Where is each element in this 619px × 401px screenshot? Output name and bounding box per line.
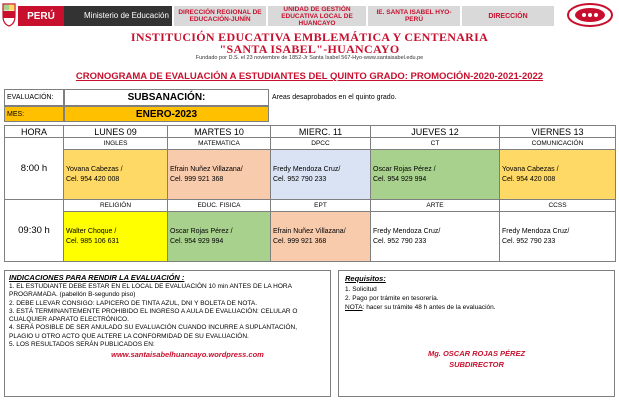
peru-label: PERÚ — [18, 6, 64, 26]
teacher-cell — [371, 150, 500, 200]
indications-box — [4, 270, 331, 397]
header-strip — [0, 0, 619, 30]
indication-item: 2. DEBE LLEVAR CONSIGO: LAPICERO DE TINTA AZUL, DNI Y BOLETA DE NOTA. — [9, 299, 258, 307]
subsanacion-label: SUBSANACIÓN: — [64, 89, 269, 106]
teacher-phone: Cel. 999 921 368 — [170, 175, 224, 183]
results-link[interactable]: www.santaisabelhuancayo.wordpress.com — [111, 350, 264, 360]
subject-cell: MATEMATICA — [168, 138, 271, 150]
column-header: MIERC. 11 — [271, 126, 371, 138]
indications-title: INDICACIONES PARA RENDIR LA EVALUACIÓN : — [9, 273, 185, 282]
school-emblem-icon — [566, 2, 614, 28]
institution-name: INSTITUCIÓN EDUCATIVA EMBLEMÁTICA Y CENTENARIA — [130, 30, 489, 44]
subject-cell: EDUC. FISICA — [168, 200, 271, 212]
requirement-note — [345, 303, 608, 312]
schedule-table — [4, 125, 616, 262]
teacher-phone: Cel. 952 790 233 — [502, 237, 556, 245]
teacher-phone: Cel. 954 420 008 — [502, 175, 556, 183]
month-row — [4, 106, 615, 122]
teacher-name: Oscar Rojas Pérez / — [170, 227, 233, 235]
direccion-regional-label: DIRECCIÓN REGIONAL DE EDUCACIÓN-JUNÍN — [174, 6, 266, 26]
indication-item: CUALQUIER APARATO ELECTRÓNICO. — [9, 316, 129, 324]
teacher-cell — [500, 212, 616, 262]
signer-role: SUBDIRECTOR — [449, 360, 504, 369]
month-label: MES: — [4, 106, 64, 122]
evaluation-row — [4, 89, 615, 106]
subject-cell: ARTE — [371, 200, 500, 212]
teacher-name: Efrain Nuñez Villazana/ — [170, 165, 243, 173]
teacher-phone: Cel. 954 929 994 — [373, 175, 427, 183]
column-header: MARTES 10 — [168, 126, 271, 138]
teacher-name: Fredy Mendoza Cruz/ — [273, 165, 341, 173]
indication-item: PROGRAMADA. (pabellón B-segundo piso) — [9, 291, 136, 299]
indication-item: 5. LOS RESULTADOS SERÁN PUBLICADOS EN: — [9, 341, 155, 349]
teacher-name: Efrain Nuñez Villazana/ — [273, 227, 346, 235]
column-header: JUEVES 12 — [371, 126, 500, 138]
subject-row — [5, 200, 616, 212]
direccion-label: DIRECCIÓN — [462, 6, 554, 26]
note-label: NOTA — [345, 304, 363, 311]
ministerio-label: Ministerio de Educación — [64, 6, 172, 26]
teacher-phone: Cel. 954 420 008 — [66, 175, 120, 183]
time-cell: 09:30 h — [5, 200, 64, 262]
subject-cell: CT — [371, 138, 500, 150]
teacher-name: Oscar Rojas Pérez / — [373, 165, 436, 173]
subject-row — [5, 138, 616, 150]
ie-label: IE. SANTA ISABEL HYO-PERÚ — [368, 6, 460, 26]
institution-block — [0, 30, 619, 62]
teacher-cell — [64, 150, 168, 200]
month-value: ENERO-2023 — [64, 106, 269, 122]
requirements-box — [338, 270, 615, 397]
institution-foundation: Fundado por D.S. el 23 noviembre de 1852-Jr Santa Isabel 567-Hyo-www.santaisabel.edu.pe — [195, 55, 424, 61]
teacher-phone: Cel. 954 929 994 — [170, 237, 224, 245]
teacher-name: Yovana Cabezas / — [502, 165, 559, 173]
column-header: LUNES 09 — [64, 126, 168, 138]
teacher-name: Fredy Mendoza Cruz/ — [373, 227, 441, 235]
teacher-phone: Cel. 999 921 368 — [273, 237, 327, 245]
note-text: : hacer su trámite 48 h antes de la evaluación. — [362, 304, 496, 311]
peru-shield-icon — [2, 2, 16, 27]
teacher-cell — [168, 212, 271, 262]
requirement-item: 2. Pago por trámite en tesorería. — [345, 295, 439, 302]
teacher-name: Yovana Cabezas / — [66, 165, 123, 173]
teacher-phone: Cel. 985 106 631 — [66, 237, 120, 245]
institution-subname: "SANTA ISABEL"-HUANCAYO — [219, 42, 400, 56]
teacher-name: Fredy Mendoza Cruz/ — [502, 227, 570, 235]
teacher-row — [5, 150, 616, 200]
teacher-row — [5, 212, 616, 262]
requirements-title: Requisitos: — [345, 274, 386, 283]
subject-cell: COMUNICACIÓN — [500, 138, 616, 150]
teacher-phone: Cel. 952 790 233 — [273, 175, 327, 183]
evaluation-label: EVALUACIÓN: — [4, 89, 64, 106]
teacher-cell — [271, 150, 371, 200]
signer-name: Mg. OSCAR ROJAS PÉREZ — [427, 349, 526, 358]
subject-cell: CCSS — [500, 200, 616, 212]
time-cell: 8:00 h — [5, 138, 64, 200]
teacher-cell — [500, 150, 616, 200]
table-header-row — [5, 126, 616, 138]
indication-item: 3. ESTÁ TERMINANTEMENTE PROHIBIDO EL INGRESO A AULA DE EVALUACIÓN: CELULAR O — [9, 307, 298, 315]
indication-item: 4. SERÁ POSIBLE DE SER ANULADO SU EVALUACIÓN CUANDO INCURRE A SUPLANTACIÓN, — [9, 324, 297, 332]
subject-cell: RELIGIÓN — [64, 200, 168, 212]
teacher-name: Walter Choque / — [66, 227, 117, 235]
ugel-label: UNIDAD DE GESTIÓN EDUCATIVA LOCAL DE HUANCAYO — [268, 6, 366, 26]
teacher-cell — [371, 212, 500, 262]
evaluation-note: Areas desaprobados en el quinto grado. — [272, 94, 397, 101]
subject-cell: DPCC — [271, 138, 371, 150]
column-header: VIERNES 13 — [500, 126, 616, 138]
subject-cell: EPT — [271, 200, 371, 212]
subject-cell: INGLES — [64, 138, 168, 150]
requirement-item: 1. Solicitud — [345, 286, 377, 293]
teacher-cell — [271, 212, 371, 262]
teacher-cell — [168, 150, 271, 200]
indication-item: 1. EL ESTUDIANTE DEBE ESTAR EN EL LOCAL DE EVALUACIÓN 10 min ANTES DE LA HORA — [9, 283, 292, 290]
indication-item: PLAGIO U OTRO ACTO QUE ALTERE LA CONFORMIDAD DE SU EVALUACIÓN. — [9, 332, 249, 340]
column-header: HORA — [5, 126, 64, 138]
teacher-phone: Cel. 952 790 233 — [373, 237, 427, 245]
document-title: CRONOGRAMA DE EVALUACIÓN A ESTUDIANTES DEL QUINTO GRADO: PROMOCIÓN-2020-2021-2022 — [75, 71, 544, 82]
teacher-cell — [64, 212, 168, 262]
